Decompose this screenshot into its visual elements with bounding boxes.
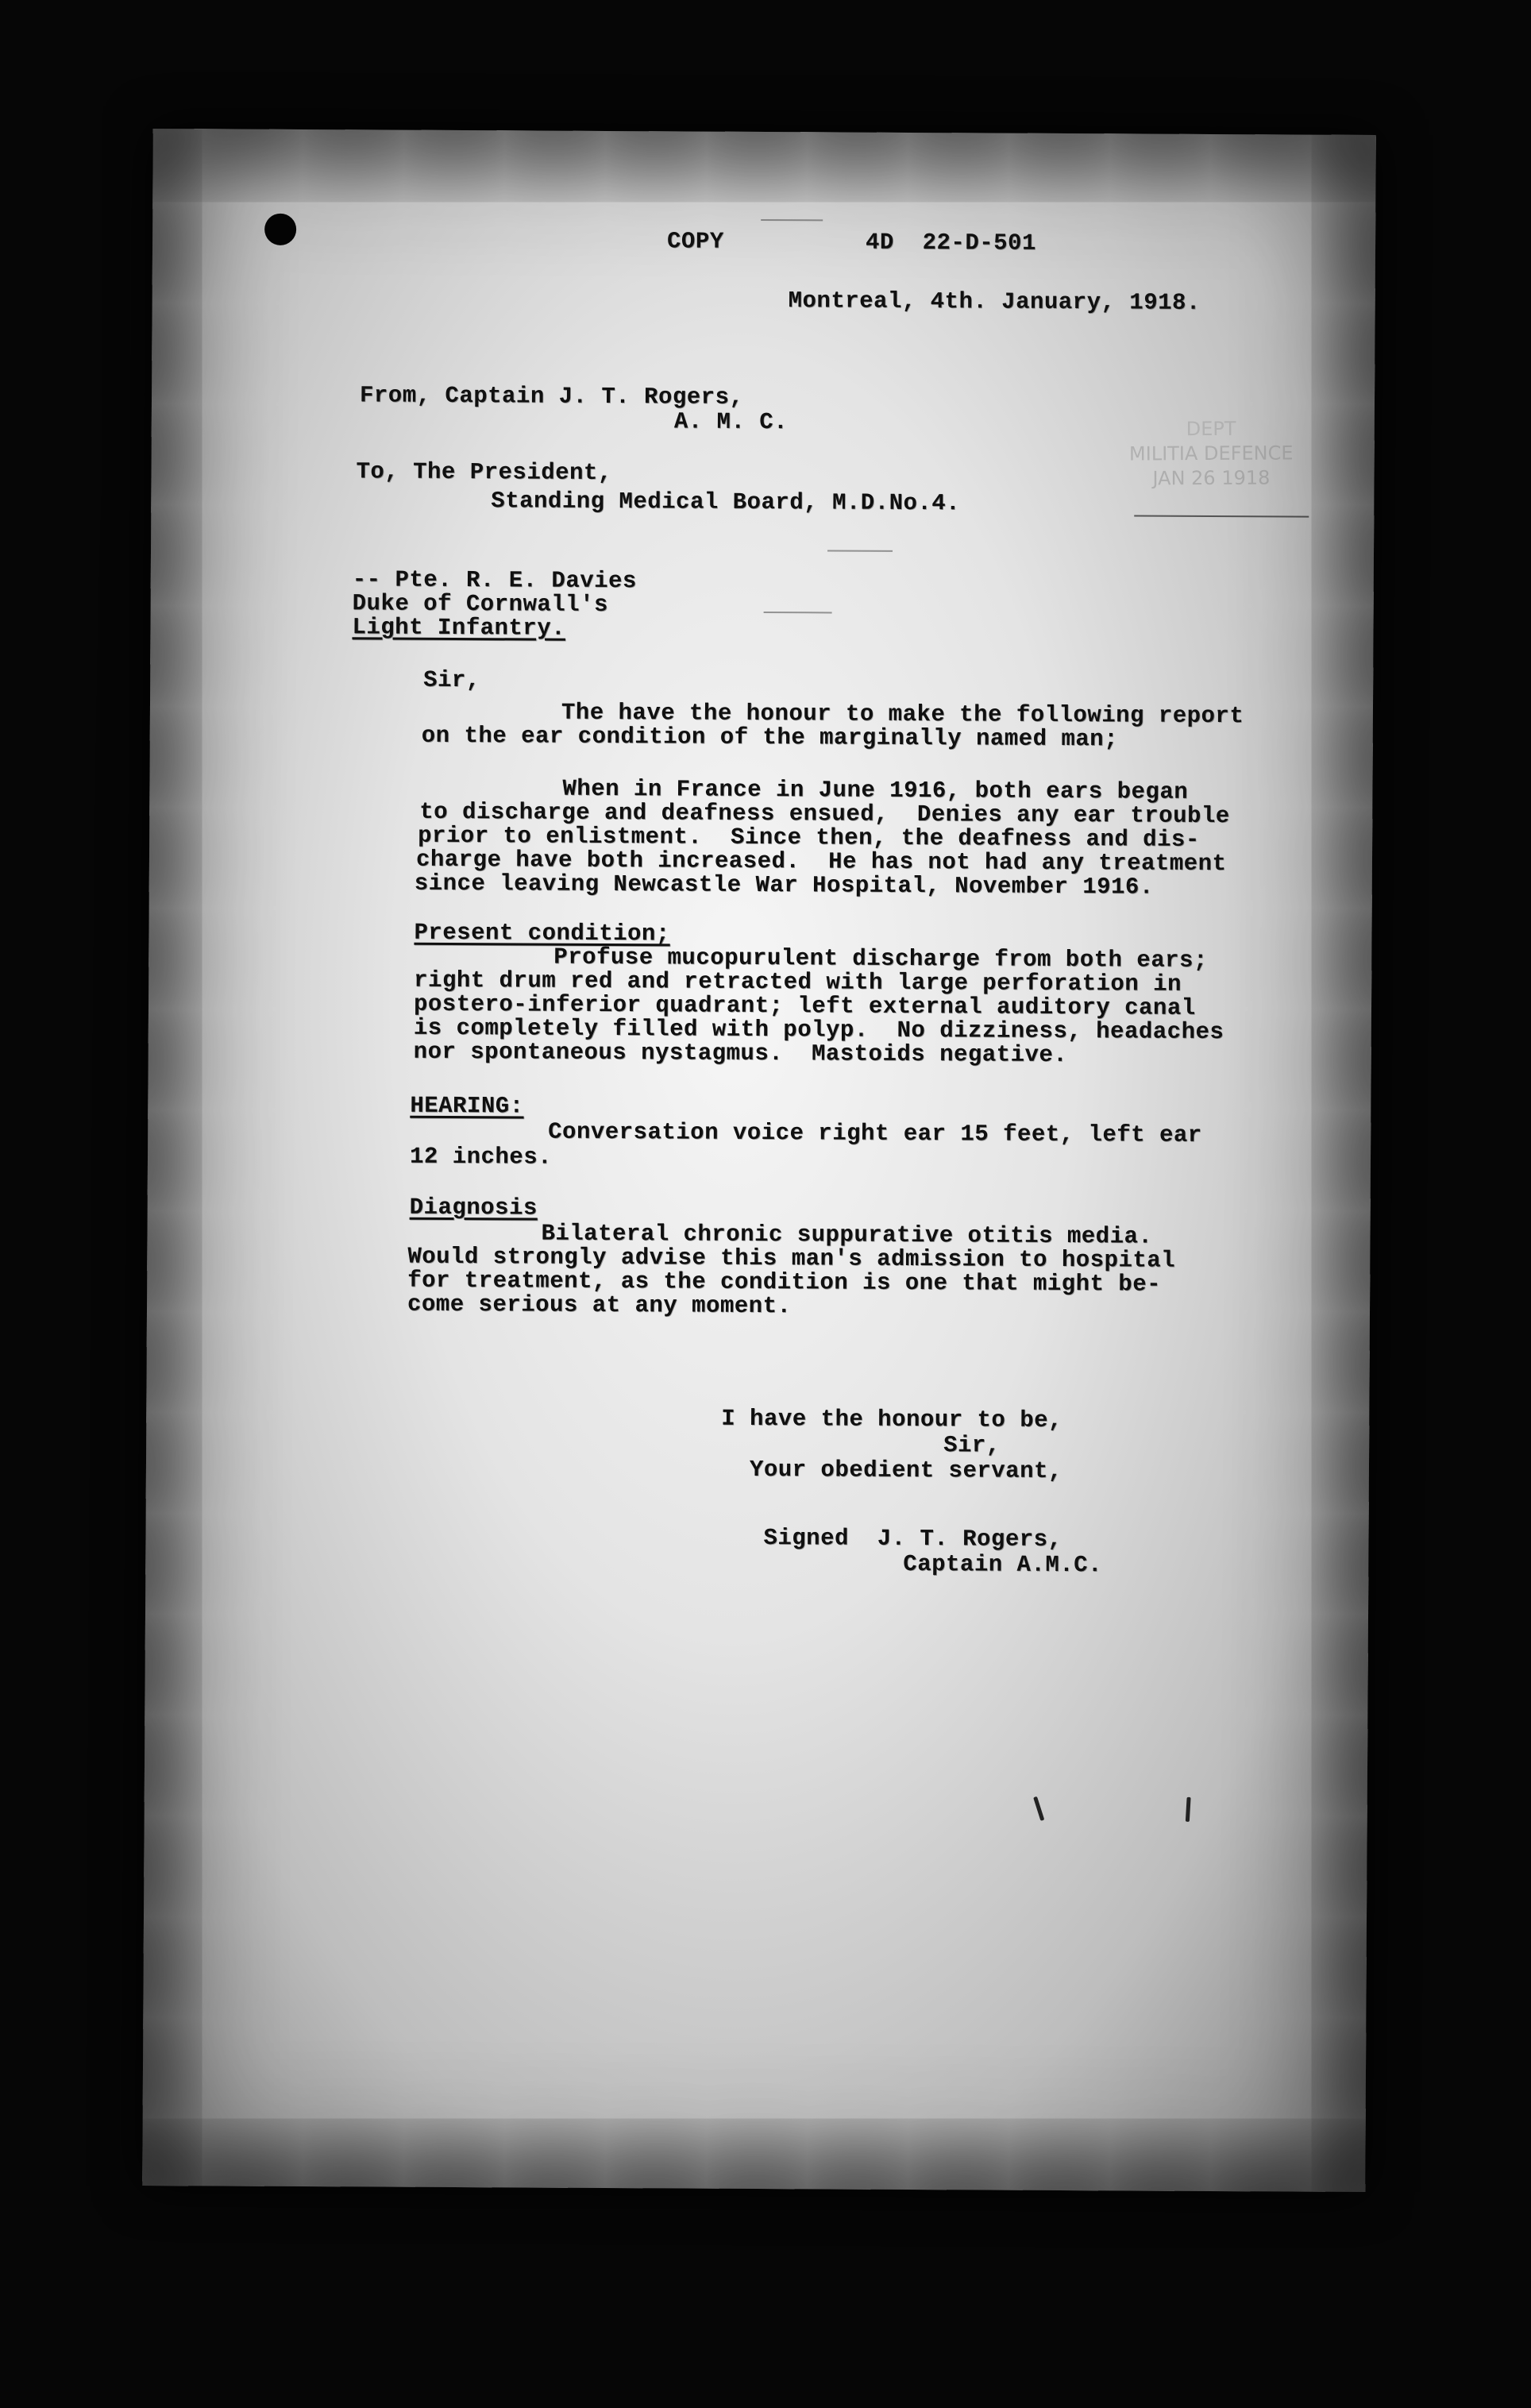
history-line-2: to discharge and deafness ensued, Denies any ear trouble <box>419 798 1230 830</box>
diagnosis-line-2: Would strongly advise this man's admission to hospital <box>407 1243 1176 1274</box>
diagnosis-heading: Diagnosis <box>409 1194 538 1221</box>
to-line-1: To, The President, <box>356 458 612 487</box>
present-condition-line-4: is completely filled with polyp. No dizziness, headaches <box>413 1014 1224 1046</box>
ink-stroke-right <box>1186 1797 1191 1822</box>
present-condition-heading: Present condition; <box>414 919 670 947</box>
ink-stroke-left <box>1033 1796 1044 1821</box>
from-line-2: A. M. C. <box>673 408 789 436</box>
stamp-office: MILITIA DEFENCE <box>1128 442 1294 465</box>
diagnosis-line-1: Bilateral chronic suppurative otitis media. <box>541 1220 1153 1250</box>
signature-line-2: Captain A.M.C. <box>903 1550 1103 1579</box>
subject-line-2: Duke of Cornwall's <box>352 590 609 618</box>
present-condition-line-1: Profuse mucopurulent discharge from both ears; <box>553 944 1208 974</box>
intro-line-2: on the ear condition of the marginally named man; <box>421 722 1119 753</box>
diagnosis-line-3: for treatment, as the condition is one that might be- <box>407 1267 1162 1298</box>
subject-line-3: Light Infantry. <box>352 614 566 642</box>
top-mark-rule <box>761 219 823 221</box>
salutation: Sir, <box>423 666 480 694</box>
hearing-line-2: 12 inches. <box>409 1143 553 1171</box>
present-condition-line-3: postero-inferior quadrant; left external auditory canal <box>413 990 1196 1021</box>
history-line-1: When in France in June 1916, both ears began <box>562 775 1189 805</box>
closing-line-3: Your obedient servant, <box>749 1456 1062 1485</box>
date-line: Montreal, 4th. January, 1918. <box>788 287 1201 316</box>
stamp-side-rule <box>827 550 893 551</box>
history-line-3: prior to enlistment. Since then, the deafness and dis- <box>418 822 1200 853</box>
closing-line-2: Sir, <box>943 1432 1001 1459</box>
history-line-4: charge have both increased. He has not had any treatment <box>415 846 1227 878</box>
from-line-1: From, Captain J. T. Rogers, <box>359 382 744 411</box>
intro-line-1: The have the honour to make the following report <box>561 699 1244 730</box>
copy-label: COPY <box>666 228 724 255</box>
stamp-dept: DEPT <box>1186 417 1236 441</box>
hearing-line-1: Conversation voice right ear 15 feet, left ear <box>548 1118 1202 1148</box>
present-condition-line-5: nor spontaneous nystagmus. Mastoids negative. <box>413 1038 1068 1069</box>
stamp-date: JAN 26 1918 <box>1152 466 1271 490</box>
closing-line-1: I have the honour to be, <box>721 1405 1063 1434</box>
subject-line-1: -- Pte. R. E. Davies <box>352 566 637 595</box>
file-number: 4D 22-D-501 <box>865 229 1036 257</box>
history-line-5: since leaving Newcastle War Hospital, November 1916. <box>414 870 1154 901</box>
to-line-2: Standing Medical Board, M.D.No.4. <box>491 488 961 517</box>
received-stamp <box>1096 416 1327 553</box>
subject-mark-rule <box>764 612 832 613</box>
present-condition-line-2: right drum red and retracted with large perforation in <box>414 967 1182 998</box>
diagnosis-line-4: come serious at any moment. <box>407 1291 792 1320</box>
hearing-heading: HEARING: <box>410 1092 524 1120</box>
punch-hole-icon <box>264 214 296 245</box>
letter-page <box>142 129 1376 2192</box>
signature-line-1: Signed J. T. Rogers, <box>763 1525 1062 1553</box>
